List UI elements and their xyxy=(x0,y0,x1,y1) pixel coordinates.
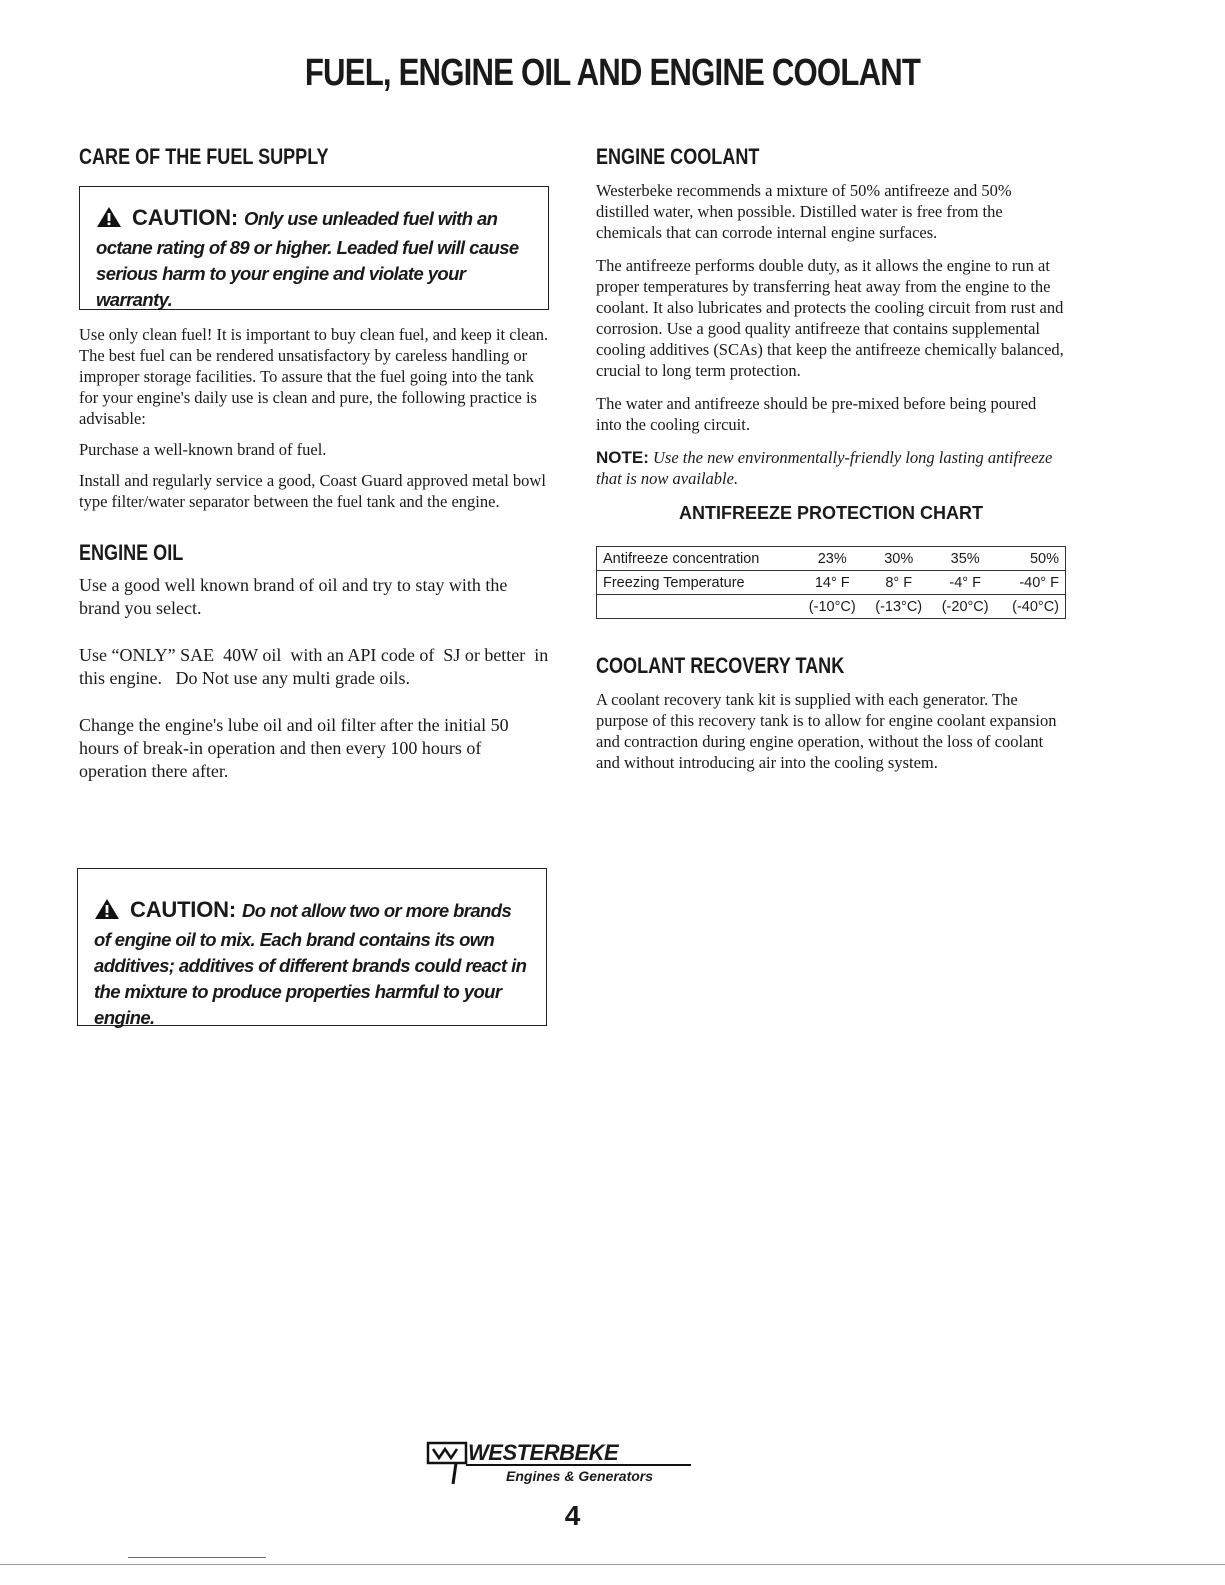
fuel-paragraph: Install and regularly service a good, Coast Guard approved metal bowl type filter/water separator between the fuel tank and the engine. xyxy=(79,471,546,511)
page-title: FUEL, ENGINE OIL AND ENGINE COOLANT xyxy=(304,52,921,94)
table-row xyxy=(597,571,1066,595)
engine-oil-heading: ENGINE OIL xyxy=(79,540,184,565)
fuel-paragraph: Purchase a well-known brand of fuel. xyxy=(79,440,327,459)
oil-caution-box xyxy=(77,868,547,1026)
oil-paragraph: Change the engine's lube oil and oil filter after the initial 50 hours of break-in operation and then every 100 hours of operation there after. xyxy=(79,715,509,781)
table-cell: 35% xyxy=(932,547,998,571)
brand-name: WESTERBEKE xyxy=(468,1440,619,1465)
table-cell: -40° F xyxy=(998,571,1065,595)
table-cell: 8° F xyxy=(865,571,931,595)
oil-caution-text: Do not allow two or more brands of engine oil to mix. Each brand contains its own additives; additives of different brands could react in the mixture to produce properties harmful to your engine. xyxy=(94,900,527,1028)
note-text: Use the new environmentally-friendly long lasting antifreeze that is now available. xyxy=(596,448,1053,488)
caution-label: CAUTION: xyxy=(130,897,236,922)
coolant-paragraph: The water and antifreeze should be pre-mixed before being poured into the cooling circuit. xyxy=(596,394,1037,434)
oil-paragraph: Use “ONLY” SAE 40W oil with an API code of SJ or better in this engine. Do Not use any multi grade oils. xyxy=(79,645,553,688)
table-cell: (-10°C) xyxy=(799,595,865,619)
table-row xyxy=(597,547,1066,571)
table-cell xyxy=(597,595,800,619)
engine-coolant-heading: ENGINE COOLANT xyxy=(596,144,760,169)
table-cell: (-20°C) xyxy=(932,595,998,619)
fuel-caution-box xyxy=(79,186,549,310)
bottom-rule xyxy=(0,1564,1225,1565)
table-cell: 30% xyxy=(865,547,931,571)
brand-tagline: Engines & Generators xyxy=(506,1468,654,1484)
oil-paragraph: Use a good well known brand of oil and try to stay with the brand you select. xyxy=(79,575,508,618)
recovery-tank-heading: COOLANT RECOVERY TANK xyxy=(596,653,845,678)
coolant-paragraph: Westerbeke recommends a mixture of 50% antifreeze and 50% distilled water, when possible. Distilled water is free from the chemicals that can corrode internal engine surfaces. xyxy=(596,181,1012,242)
table-cell: Antifreeze concentration xyxy=(597,547,800,571)
table-cell: Freezing Temperature xyxy=(597,571,800,595)
right-column xyxy=(596,140,1066,783)
page-number: 4 xyxy=(564,1500,581,1531)
table-cell: 50% xyxy=(998,547,1065,571)
recovery-tank-paragraph: A coolant recovery tank kit is supplied with each generator. The purpose of this recovery tank is to allow for engine coolant expansion and contraction during engine operation, without the loss of coolant and without introducing air into the cooling system. xyxy=(596,690,1057,772)
table-cell: 23% xyxy=(799,547,865,571)
table-cell: 14° F xyxy=(799,571,865,595)
table-row xyxy=(597,595,1066,619)
antifreeze-chart-title: ANTIFREEZE PROTECTION CHART xyxy=(679,503,983,523)
bottom-link-line xyxy=(128,1557,266,1558)
coolant-paragraph: The antifreeze performs double duty, as it allows the engine to run at proper temperatures by transferring heat away from the engine to the coolant. It also lubricates and protects the cooling circuit from rust and corrosion. Use a good quality antifreeze that contains supplemental cooling additives (SCAs) that keep the antifreeze chemically balanced, crucial to long term protection. xyxy=(596,256,1064,380)
fuel-caution-text: Only use unleaded fuel with an octane rating of 89 or higher. Leaded fuel will cause serious harm to your engine and violate your warranty. xyxy=(96,208,519,310)
table-cell: -4° F xyxy=(932,571,998,595)
coolant-note xyxy=(596,447,1066,489)
antifreeze-table xyxy=(596,546,1066,619)
left-column xyxy=(79,140,553,1028)
note-label: NOTE: xyxy=(596,448,649,467)
warning-icon xyxy=(94,898,120,927)
fuel-supply-heading: CARE OF THE FUEL SUPPLY xyxy=(79,144,329,169)
warning-icon xyxy=(96,206,122,235)
fuel-paragraph: Use only clean fuel! It is important to buy clean fuel, and keep it clean. The best fuel can be rendered unsatisfactory by careless handling or improper storage facilities. To assure that the fuel going into the tank for your engine's daily use is clean and pure, the following practice is advisable: xyxy=(79,325,549,428)
westerbeke-logo xyxy=(426,1438,726,1494)
caution-label: CAUTION: xyxy=(132,205,238,230)
table-cell: (-40°C) xyxy=(998,595,1065,619)
table-cell: (-13°C) xyxy=(865,595,931,619)
